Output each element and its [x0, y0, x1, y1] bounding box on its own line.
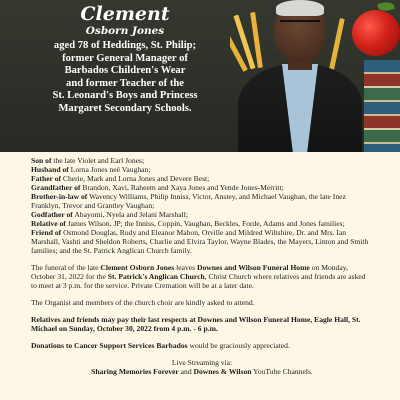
bio-line: former General Manager of [62, 52, 188, 64]
relation-label: Friend of [31, 228, 62, 237]
header-chalkboard [0, 0, 400, 152]
relation-label: Brother-in-law of [31, 192, 88, 201]
relation-text: Brandon, Xavi, Raheem and Xaya Jones and Yende Jones-Merritt; [80, 183, 284, 192]
relation-text: Abayomi, Nyela and Jelani Marshall; [72, 210, 188, 219]
relation-text: Cherie, Mark and Lorna Jones and Devere Best; [61, 174, 210, 183]
bio-line: St. Leonard's Boys and Princess [52, 90, 198, 102]
funeral-deceased-name: Clement Osborn Jones [100, 263, 175, 272]
funeral-home-name: Downes and Wilson Funeral Home [196, 263, 310, 272]
streaming-and: and [178, 367, 194, 376]
streaming-channel-2: Downes & Wilson [193, 367, 252, 376]
relation-entry [31, 156, 373, 165]
relation-label: Godfather of [31, 210, 73, 219]
relation-entry [31, 165, 373, 174]
books-graphic [364, 60, 400, 152]
apple-graphic [352, 10, 400, 56]
bio-line: Barbados Children's Wear [64, 65, 186, 77]
pencil-graphic [328, 18, 345, 74]
streaming-label: Live Streaming via: [171, 358, 233, 367]
relation-label: Son of [31, 156, 52, 165]
streaming-channel-1: Sharing Memories Forever [91, 367, 179, 376]
relation-text: Wavency Williams, Philip Inniss, Victor, Anstey, and Michael Vaughan, the late Inez Franklyn, Trevor and Grantley Vaughan; [31, 192, 346, 210]
deceased-first-name: Clement [80, 3, 170, 25]
streaming-suffix: YouTube Channels. [251, 367, 313, 376]
bio-line: and former Teacher of the [66, 77, 184, 89]
relation-text: James Wilson, JP; the Inniss, Coppin, Vaughan, Beckles, Forde, Adams and Jones families; [65, 219, 345, 228]
relation-entry [31, 174, 373, 183]
relations-list [31, 156, 373, 255]
relation-entry [31, 219, 373, 228]
relation-text: Osmond Douglas, Rudy and Eleanor Mahon, Orville and Mildred Wiltshire, Dr. and Mrs. Ian Marshall, Vashti and Sheldon Roberts, Charlie and Elvira Taylor, Wayne Blades, the Mayers, Linton and Smith families; and the St. Patrick Anglican Church family. [31, 228, 369, 255]
donations-recipient: Donations to Cancer Support Services Barbados [31, 341, 188, 350]
donations-notice [31, 341, 373, 350]
relation-label: Grandfather of [31, 183, 81, 192]
funeral-text: , Christ Church where relatives and friends are asked to meet at 3 p.m. for the service. Private Cremation will be at a later date. [31, 272, 366, 290]
portrait-glasses [280, 20, 320, 30]
funeral-text: The funeral of the late [31, 263, 101, 272]
relation-entry [31, 210, 373, 219]
funeral-text: leaves [174, 263, 197, 272]
church-name: St. Patrick's Anglican Church [107, 272, 205, 281]
relation-label: Husband of [31, 165, 69, 174]
relation-label: Father of [31, 174, 62, 183]
portrait-photo [230, 0, 400, 152]
choir-notice: The Organist and members of the church choir are kindly asked to attend. [31, 298, 255, 307]
deceased-full-name: Osborn Jones [85, 25, 165, 37]
relation-entry [31, 192, 373, 210]
relation-label: Relative of [31, 219, 66, 228]
header-text [0, 4, 250, 116]
relation-text: Lorna Jones neé Vaughan; [68, 165, 151, 174]
relation-entry [31, 183, 373, 192]
obituary-text [31, 156, 373, 376]
portrait-hair [276, 0, 324, 16]
streaming-channels [31, 367, 373, 376]
bio-line: aged 78 of Heddings, St. Philip; [53, 40, 197, 51]
viewing-notice: Relatives and friends may pay their last respects at Downes and Wilson Funeral Home, Eagle Hall, St. Michael on Sunday, October 30, 2022 from 4 p.m. - 6 p.m. [31, 315, 361, 333]
donations-text: would be graciously appreciated. [187, 341, 290, 350]
deceased-bio [0, 40, 250, 116]
relation-entry [31, 228, 373, 255]
bio-line: Margaret Secondary Schools. [58, 102, 192, 114]
relation-text: the late Violet and Earl Jones; [51, 156, 145, 165]
funeral-details [31, 263, 373, 290]
funeral-text: on Monday, October 31, 2022 for the [31, 263, 348, 281]
